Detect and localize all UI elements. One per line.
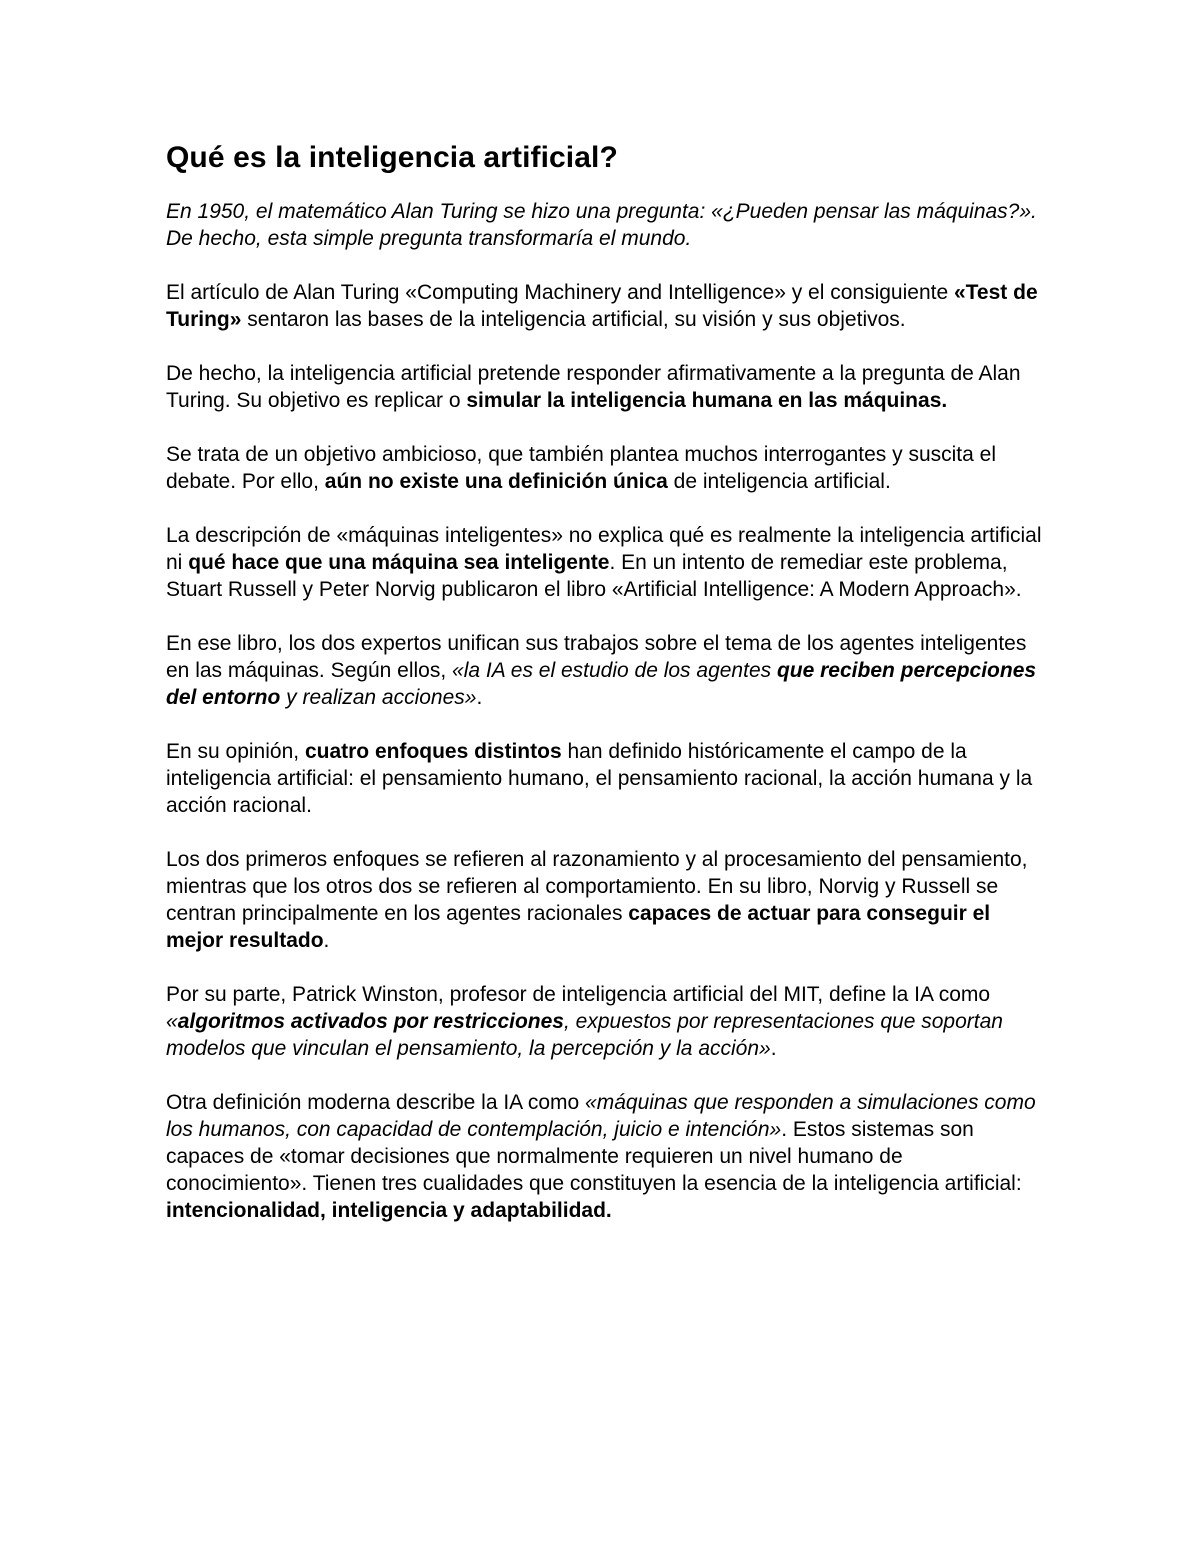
text-segment: . xyxy=(476,686,483,709)
text-segment: Los dos primeros enfoques se refieren al razonamiento y al procesamiento del pensamiento, mientras que los otros dos se refieren al comportamiento. En su libro, Norvig y Russell se centran principalmente en los agentes racionales xyxy=(166,848,1028,925)
text-segment: Se trata de un objetivo ambicioso, que también plantea muchos interrogantes y suscita el debate. Por ello, xyxy=(166,443,996,493)
text-segment: . xyxy=(770,1037,777,1060)
text-segment: Por su parte, Patrick Winston, profesor de inteligencia artificial del MIT, define la IA como xyxy=(166,983,991,1006)
text-segment: . Estos sistemas son capaces de «tomar decisiones que normalmente requieren un nivel humano de conocimiento». Tienen tres cualidades que constituyen la esencia de la inteligencia artificial: xyxy=(166,1118,1022,1195)
text-segment: La descripción de «máquinas inteligentes» no explica qué es realmente la inteligencia artificial ni xyxy=(166,524,1042,574)
text-segment: de inteligencia artificial. xyxy=(667,470,891,493)
text-segment: . En un intento de remediar este problema, Stuart Russell y Peter Norvig publicaron el libro «Artificial Intelligence: A Modern Approach». xyxy=(166,551,1022,601)
text-segment: De hecho, la inteligencia artificial pretende responder afirmativamente a la pregunta de Alan Turing. Su objetivo es replicar o xyxy=(166,362,1021,412)
text-segment: En su opinión, xyxy=(166,740,305,763)
document-title: Qué es la inteligencia artificial? xyxy=(166,141,618,174)
text-segment: simular la inteligencia humana en las máquinas. xyxy=(466,389,948,412)
text-segment: intencionalidad, inteligencia y adaptabilidad. xyxy=(166,1199,612,1222)
paragraph xyxy=(166,1089,1046,1224)
text-segment: Otra definición moderna describe la IA como xyxy=(166,1091,586,1114)
paragraph xyxy=(166,846,1046,954)
text-segment: cuatro enfoques distintos xyxy=(304,740,562,763)
text-segment: « xyxy=(166,1010,178,1033)
paragraph xyxy=(166,441,1046,495)
text-segment: aún no existe una definición única xyxy=(324,470,668,493)
text-segment: . xyxy=(323,929,330,952)
text-segment: En 1950, el matemático Alan Turing se hizo una pregunta: «¿Pueden pensar las máquinas?». De hecho, esta simple pregunta transformaría el mundo. xyxy=(166,200,1037,250)
document-body xyxy=(166,198,1046,1224)
text-segment: En ese libro, los dos expertos unifican sus trabajos sobre el tema de los agentes inteligentes en las máquinas. Según ellos, xyxy=(166,632,1027,682)
text-segment: han definido históricamente el campo de la inteligencia artificial: el pensamiento humano, el pensamiento racional, la acción humana y la acción racional. xyxy=(166,740,1033,817)
paragraph xyxy=(166,981,1046,1062)
text-segment: «la IA es el estudio de los agentes xyxy=(452,659,777,682)
text-segment: qué hace que una máquina sea inteligente xyxy=(188,551,610,574)
text-segment: algoritmos activados por restricciones xyxy=(177,1010,564,1033)
text-segment: y realizan acciones» xyxy=(280,686,477,709)
text-segment: sentaron las bases de la inteligencia artificial, su visión y sus objetivos. xyxy=(241,308,906,331)
paragraph xyxy=(166,738,1046,819)
document-page xyxy=(166,138,1046,1251)
text-segment: , expuestos por representaciones que soportan modelos que vinculan el pensamiento, la percepción y la acción» xyxy=(166,1010,1003,1060)
paragraph xyxy=(166,198,1046,252)
paragraph xyxy=(166,522,1046,603)
text-segment: capaces de actuar para conseguir el mejor resultado xyxy=(166,902,991,952)
text-segment: «máquinas que responden a simulaciones como los humanos, con capacidad de contemplación, juicio e intención» xyxy=(166,1091,1036,1141)
text-segment: El artículo de Alan Turing «Computing Machinery and Intelligence» y el consiguiente xyxy=(166,281,954,304)
text-segment: que reciben percepciones del entorno xyxy=(166,659,1037,709)
paragraph xyxy=(166,279,1046,333)
paragraph xyxy=(166,360,1046,414)
paragraph xyxy=(166,630,1046,711)
text-segment: «Test de Turing» xyxy=(166,281,1038,331)
